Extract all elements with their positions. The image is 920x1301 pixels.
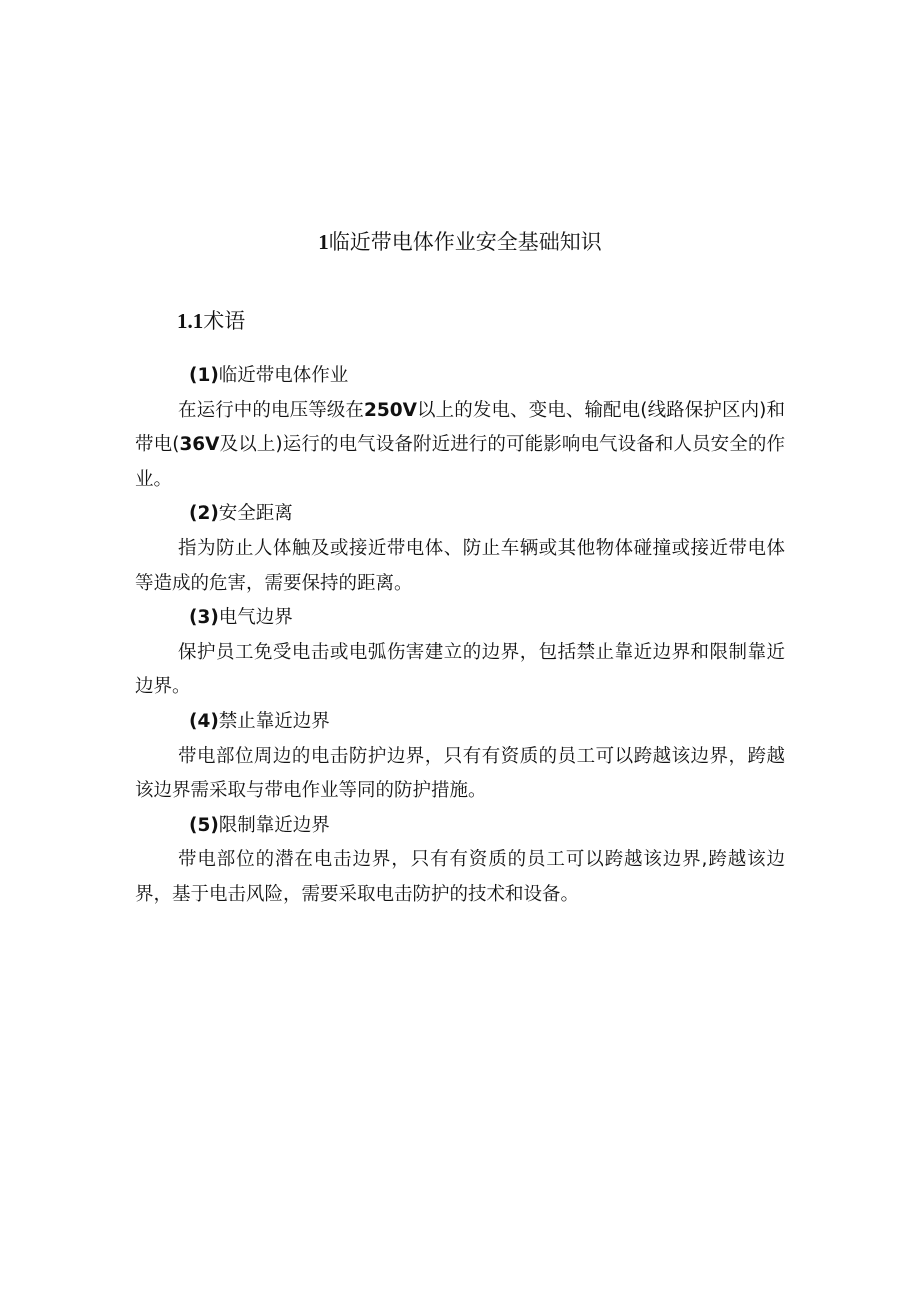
document-body: [135, 359, 785, 913]
term-definition-4: 带电部位周边的电击防护边界，只有有资质的员工可以跨越该边界，跨越该边界需采取与带电作业等同的防护措施。: [135, 745, 785, 802]
section-heading: [177, 305, 245, 337]
term-definition-3: 保护员工免受电击或电弧伤害建立的边界，包括禁止靠近边界和限制靠近边界。: [135, 641, 785, 698]
term-name: 安全距离: [218, 503, 293, 525]
term-definition-2: 指为防止人体触及或接近带电体、防止车辆或其他物体碰撞或接近带电体等造成的危害，需要保持的距离。: [135, 537, 785, 594]
document-title: [0, 226, 920, 258]
term-number: (2): [189, 503, 219, 525]
section-number: 1.1: [177, 309, 204, 333]
term-name: 禁止靠近边界: [218, 710, 330, 732]
title-text: 临近带电体作业安全基础知识: [328, 230, 602, 254]
voltage-value: 36V: [179, 434, 220, 456]
term-number: (5): [189, 814, 219, 836]
term-number: (1): [189, 365, 219, 386]
term-name: 电气边界: [218, 607, 293, 629]
term-number: (4): [189, 710, 219, 732]
term-heading-4: [135, 705, 785, 740]
term-definition-1: [135, 394, 785, 498]
term-definition-5: 带电部位的潜在电击边界，只有有资质的员工可以跨越该边界,跨越该边界，基于电击风险，需要采取电击防护的技术和设备。: [135, 849, 785, 905]
term-heading-3: [135, 601, 785, 636]
term-heading-1: [135, 359, 785, 394]
definition-text: 在运行中的电压等级在: [178, 399, 365, 421]
definition-text: 及以上)运行的电气设备附近进行的可能影响电气设备和人员安全的作业。: [135, 434, 785, 490]
voltage-value: 250V: [364, 399, 417, 421]
title-number: 1: [318, 230, 329, 254]
term-number: (3): [189, 607, 219, 629]
term-name: 限制靠近边界: [218, 814, 330, 836]
term-name: 临近带电体作业: [218, 365, 349, 386]
section-text: 术语: [203, 309, 246, 333]
term-heading-2: [135, 497, 785, 532]
definition-text: 以上的发电、变电、输配电(线路保护区内)和带电(: [135, 399, 785, 456]
term-heading-5: [135, 809, 785, 844]
